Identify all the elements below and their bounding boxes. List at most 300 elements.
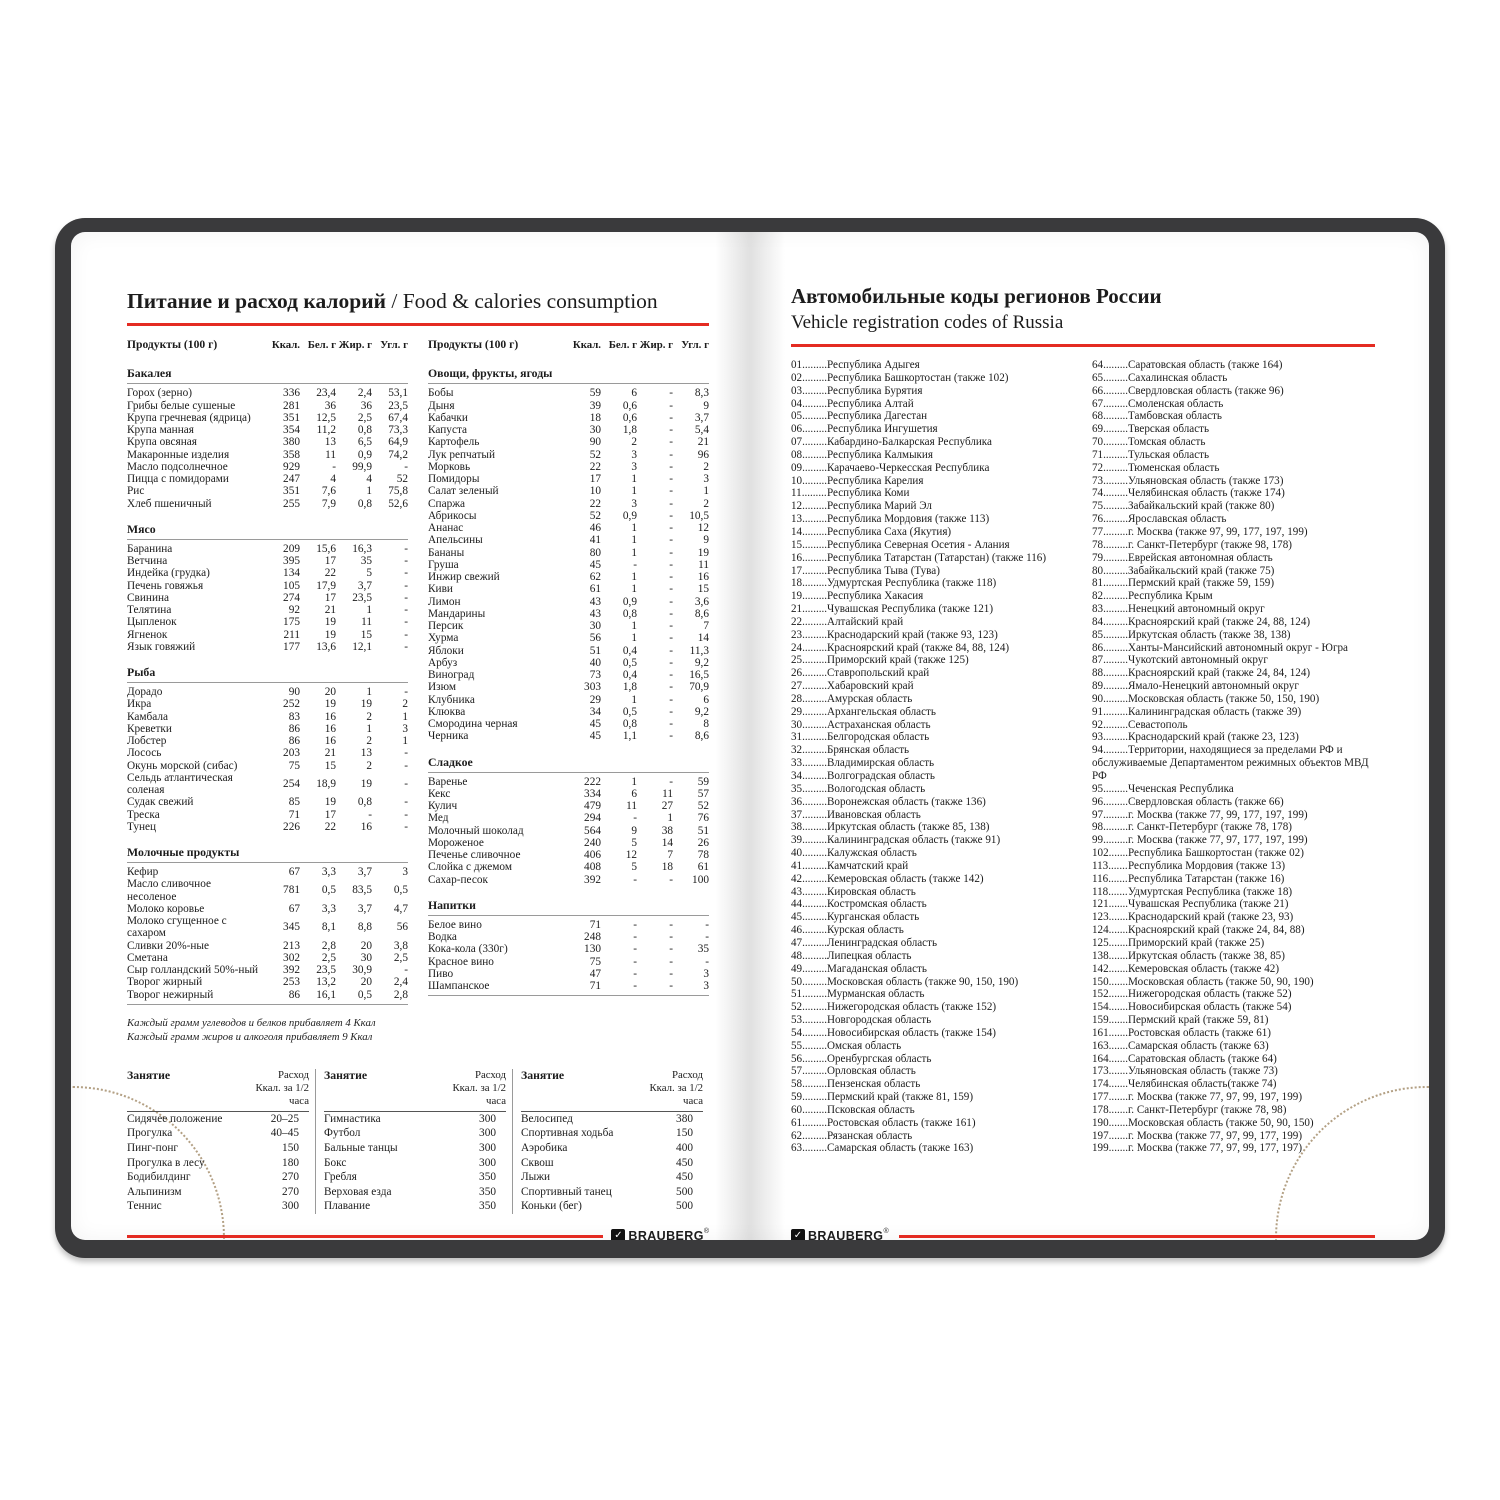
food-value: - (669, 546, 673, 559)
region-code-entry (791, 410, 1074, 423)
dotted-leader (1103, 436, 1128, 449)
region-code-number: 42 (791, 872, 803, 885)
food-value: 12,1 (352, 640, 372, 653)
region-code-prefix (1092, 911, 1128, 924)
region-code-prefix (791, 372, 827, 385)
region-code-entry (791, 937, 1074, 950)
food-value: 1 (631, 473, 637, 485)
food-value: 0,8 (357, 796, 372, 809)
region-code-prefix (791, 1053, 827, 1066)
region-code-entry (791, 385, 1074, 398)
food-value: - (705, 955, 709, 968)
region-code-number: 164 (1092, 1052, 1109, 1065)
food-table-header-row (428, 339, 709, 351)
food-row (127, 964, 408, 976)
region-code-entry (791, 552, 1074, 565)
activity-row (127, 1156, 309, 1171)
region-code-prefix (791, 642, 827, 655)
food-value: 16 (324, 722, 336, 735)
activity-value: 300 (479, 1141, 496, 1154)
region-name: Иркутская область (также 85, 138) (827, 821, 990, 834)
food-value: 57 (697, 787, 709, 800)
dotted-leader (802, 834, 827, 847)
region-code-prefix (1092, 462, 1128, 475)
food-value: 90 (288, 686, 300, 698)
dotted-leader (1109, 988, 1128, 1001)
region-code-number: 94 (1092, 744, 1104, 757)
food-value: 12,5 (316, 411, 336, 424)
food-value: 8 (703, 718, 709, 730)
region-code-entry (791, 680, 1074, 693)
region-code-entry (1092, 385, 1375, 398)
food-value: 302 (283, 951, 300, 964)
food-header-value: Угл. г (681, 339, 709, 351)
food-row (127, 543, 408, 555)
food-header-product: Продукты (100 г) (127, 338, 218, 351)
activity-row (521, 1126, 703, 1141)
food-name: Лук репчатый (428, 448, 496, 461)
region-code-entry (1092, 834, 1375, 847)
region-code-prefix (1092, 809, 1128, 822)
region-code-number: 65 (1092, 371, 1104, 384)
activity-name: Бодибилдинг (127, 1171, 191, 1184)
dotted-leader (802, 552, 827, 565)
region-code-number: 21 (791, 603, 803, 616)
food-row (428, 412, 709, 424)
food-value: 6 (631, 387, 637, 400)
food-value: 22 (324, 567, 336, 580)
food-value: - (669, 485, 673, 498)
activity-row (127, 1199, 309, 1214)
dotted-leader (1103, 783, 1128, 796)
dotted-leader (802, 629, 827, 642)
region-name: Свердловская область (также 96) (1128, 384, 1284, 397)
food-row (127, 580, 408, 592)
region-code-prefix (791, 963, 827, 976)
food-value: 11,3 (689, 644, 709, 657)
food-value: 9,2 (694, 705, 709, 718)
food-value: 1 (631, 534, 637, 547)
food-value: 334 (584, 787, 601, 800)
region-name: Сахалинская область (1128, 371, 1228, 384)
region-name: Ярославская область (1128, 513, 1227, 526)
food-name: Ветчина (127, 555, 168, 567)
food-row (127, 760, 408, 772)
food-name: Кока-кола (330г) (428, 943, 508, 956)
activity-header-rate: Расход Ккал. за 1/2 часа (255, 1068, 309, 1107)
food-value: 2 (366, 710, 372, 723)
food-value: 12 (625, 849, 637, 861)
region-code-number: 38 (791, 821, 803, 834)
food-section-title: Напитки (428, 899, 709, 916)
food-value: 479 (584, 800, 601, 812)
food-value: - (669, 387, 673, 400)
food-name: Горох (зерно) (127, 387, 193, 400)
region-code-number: 90 (1092, 692, 1104, 705)
activity-row (324, 1170, 506, 1185)
region-name: Республика Дагестан (827, 410, 928, 423)
region-code-entry (791, 603, 1074, 616)
food-row (428, 849, 709, 861)
region-code-entry (1092, 706, 1375, 719)
food-value: 130 (584, 943, 601, 956)
region-code-entry (1092, 731, 1375, 744)
food-name: Груша (428, 558, 459, 571)
region-code-entry (791, 629, 1074, 642)
food-value: - (404, 820, 408, 833)
food-row (428, 657, 709, 669)
food-name: Белое вино (428, 918, 482, 931)
region-code-prefix (791, 911, 827, 924)
region-code-number: 24 (791, 641, 803, 654)
food-name: Окунь морской (сибас) (127, 759, 238, 772)
food-value: 0,5 (622, 705, 637, 718)
food-name: Спаржа (428, 497, 466, 510)
region-code-prefix (1092, 410, 1128, 423)
activity-row (127, 1112, 309, 1127)
food-value: 406 (584, 849, 601, 861)
food-row (428, 400, 709, 412)
food-value: 92 (288, 604, 300, 616)
registered-trademark-symbol: ® (703, 1228, 709, 1235)
dotted-leader (1109, 1091, 1128, 1104)
region-code-entry (1092, 629, 1375, 642)
activity-value: 40–45 (270, 1127, 299, 1140)
food-value: 22 (324, 820, 336, 833)
region-name: Саратовская область (также 164) (1128, 359, 1283, 371)
food-name: Треска (127, 808, 160, 821)
region-code-prefix (1092, 1053, 1128, 1066)
region-code-number: 199 (1092, 1142, 1109, 1155)
region-name: Красноярский край (также 24, 84, 88) (1128, 924, 1305, 937)
region-code-prefix (1092, 834, 1128, 847)
brauberg-check-icon: ✓ (791, 1229, 805, 1240)
food-name: Варенье (428, 775, 468, 788)
region-code-number: 150 (1092, 975, 1109, 988)
region-code-number: 52 (791, 1001, 803, 1014)
food-value: 929 (283, 460, 300, 473)
region-code-number: 152 (1092, 988, 1109, 1001)
right-page (791, 284, 1375, 1240)
food-value: 61 (589, 583, 601, 596)
dotted-leader (1103, 500, 1128, 513)
dotted-leader (1108, 886, 1128, 899)
region-code-entry (791, 1078, 1074, 1091)
food-value: - (404, 808, 408, 821)
region-code-entry (791, 1001, 1074, 1014)
food-value: 8,6 (694, 607, 709, 620)
region-code-number: 57 (791, 1065, 803, 1078)
region-code-entry (791, 500, 1074, 513)
food-value: 1 (366, 722, 372, 735)
food-value: 59 (697, 775, 709, 788)
dotted-leader (1109, 950, 1128, 963)
food-value: - (404, 542, 408, 555)
food-value: 9,2 (694, 656, 709, 669)
region-code-entry (1092, 513, 1375, 526)
activity-row (324, 1126, 506, 1141)
region-code-entry (791, 809, 1074, 822)
region-code-entry (1092, 1027, 1375, 1040)
region-name: Омская область (827, 1039, 902, 1052)
food-value: 10,5 (689, 509, 709, 522)
food-value: 67 (288, 866, 300, 878)
region-code-entry (1092, 449, 1375, 462)
region-code-entry (1092, 462, 1375, 475)
region-code-prefix (1092, 796, 1128, 809)
dotted-leader (802, 462, 827, 475)
dotted-leader (802, 898, 827, 911)
food-value: 1 (631, 522, 637, 534)
region-code-number: 89 (1092, 680, 1104, 693)
food-value: 30 (589, 620, 601, 632)
food-value: 1 (667, 812, 673, 825)
food-value: 294 (584, 812, 601, 825)
food-value: - (633, 980, 637, 992)
region-code-number: 161 (1092, 1026, 1109, 1039)
region-name: Приморский край (также 125) (827, 654, 969, 667)
food-value: 2 (631, 436, 637, 449)
food-value: 0,5 (622, 656, 637, 669)
region-code-entry (791, 950, 1074, 963)
region-code-number: 72 (1092, 461, 1104, 474)
region-code-number: 48 (791, 949, 803, 962)
food-value: 8,8 (357, 921, 372, 934)
food-value: 1 (631, 693, 637, 706)
region-code-number: 01 (791, 359, 803, 371)
activity-value: 500 (676, 1200, 693, 1213)
food-row (428, 718, 709, 730)
activity-value: 270 (282, 1185, 299, 1198)
food-name: Сахар-песок (428, 873, 488, 886)
region-code-number: 76 (1092, 513, 1104, 526)
region-code-number: 74 (1092, 487, 1104, 500)
region-code-number: 121 (1092, 898, 1109, 911)
region-code-entry (1092, 937, 1375, 950)
food-name: Салат зеленый (428, 485, 499, 498)
dotted-leader (802, 1104, 827, 1117)
dotted-leader (802, 873, 827, 886)
region-code-prefix (1092, 565, 1128, 578)
region-name: Вологодская область (827, 782, 926, 795)
region-code-entry (791, 1040, 1074, 1053)
food-value: 38 (661, 824, 673, 837)
food-value: 105 (283, 579, 300, 592)
food-name: Сметана (127, 951, 168, 964)
activity-row (127, 1141, 309, 1156)
food-value: 0,9 (622, 509, 637, 522)
region-code-entry (1092, 809, 1375, 822)
dotted-leader (1109, 1117, 1128, 1130)
region-code-entry (1092, 590, 1375, 603)
dotted-leader (802, 911, 827, 924)
region-code-entry (791, 1104, 1074, 1117)
dotted-leader (802, 1117, 827, 1130)
region-code-entry (791, 1014, 1074, 1027)
activity-value: 350 (479, 1185, 496, 1198)
region-code-number: 86 (1092, 641, 1104, 654)
food-name: Камбала (127, 710, 169, 723)
dotted-leader (802, 590, 827, 603)
region-code-prefix (1092, 1040, 1128, 1053)
food-value: 5 (631, 861, 637, 874)
food-name: Крупа овсяная (127, 436, 197, 449)
food-value: 11 (361, 616, 372, 629)
region-code-prefix (1092, 526, 1128, 539)
region-name: Костромская область (827, 898, 927, 911)
food-value: 40 (589, 656, 601, 669)
region-code-prefix (791, 770, 827, 783)
dotted-leader (1109, 1014, 1128, 1027)
region-code-entry (1092, 526, 1375, 539)
region-code-prefix (1092, 821, 1128, 834)
dotted-leader (1103, 565, 1128, 578)
food-name: Творог жирный (127, 976, 203, 989)
activity-name: Коньки (бег) (521, 1200, 582, 1213)
food-value: 46 (589, 522, 601, 534)
region-code-number: 29 (791, 705, 803, 718)
food-value: - (669, 558, 673, 571)
dotted-leader (802, 539, 827, 552)
dotted-leader (802, 1142, 827, 1155)
region-code-entry (1092, 359, 1375, 372)
activity-row (127, 1185, 309, 1200)
region-code-entry (1092, 1053, 1375, 1066)
activity-row (324, 1199, 506, 1214)
food-value: 380 (283, 436, 300, 449)
food-value: 19 (360, 698, 372, 711)
food-name: Баранина (127, 542, 173, 555)
left-page-footer (127, 1228, 709, 1240)
dotted-leader (1109, 1040, 1128, 1053)
region-code-prefix (1092, 475, 1128, 488)
food-value: 7 (703, 620, 709, 632)
region-code-prefix (791, 924, 827, 937)
food-name: Бананы (428, 546, 465, 559)
food-row (127, 989, 408, 1001)
region-code-number: 12 (791, 500, 803, 513)
food-value: 90 (589, 436, 601, 449)
dotted-leader (1103, 462, 1128, 475)
food-row (428, 510, 709, 522)
food-name: Макаронные изделия (127, 448, 230, 461)
region-code-entry (1092, 577, 1375, 590)
region-code-number: 30 (791, 718, 803, 731)
activity-row (324, 1141, 506, 1156)
food-value: 14 (697, 632, 709, 645)
region-name: Чеченская Республика (1128, 782, 1234, 795)
food-value: - (669, 669, 673, 681)
food-value: - (633, 918, 637, 931)
food-row (428, 681, 709, 693)
region-code-prefix (791, 719, 827, 732)
food-value: 2 (366, 759, 372, 772)
region-code-prefix (791, 436, 827, 449)
activity-value: 270 (282, 1171, 299, 1184)
dotted-leader (1103, 731, 1128, 744)
food-value: 3 (631, 460, 637, 473)
region-code-entry (1092, 1091, 1375, 1104)
food-row (127, 903, 408, 915)
food-value: 96 (697, 448, 709, 461)
left-page-title (127, 288, 709, 314)
food-value: 18,9 (316, 777, 336, 790)
food-row (127, 976, 408, 988)
region-code-prefix (1092, 898, 1128, 911)
food-name: Творог нежирный (127, 988, 214, 1001)
region-name: Республика Мордовия (также 13) (1128, 859, 1286, 872)
food-value: - (669, 424, 673, 436)
region-code-prefix (1092, 577, 1128, 590)
region-code-prefix (791, 1104, 827, 1117)
food-value: 2,8 (321, 939, 336, 952)
food-row (428, 943, 709, 955)
region-name: Мурманская область (827, 988, 925, 1001)
food-value: 13 (360, 747, 372, 760)
region-code-prefix (791, 449, 827, 462)
dotted-leader (802, 1078, 827, 1091)
region-code-prefix (791, 950, 827, 963)
food-value: 73 (589, 669, 601, 681)
region-name: Севастополь (1128, 718, 1188, 731)
food-value: - (633, 955, 637, 968)
region-code-entry (791, 423, 1074, 436)
food-row (428, 559, 709, 571)
region-name: Челябинская область (также 174) (1128, 487, 1285, 500)
food-value: 1 (631, 546, 637, 559)
food-value: - (404, 796, 408, 809)
dotted-leader (1109, 847, 1128, 860)
dotted-leader (1103, 834, 1128, 847)
region-code-entry (791, 372, 1074, 385)
food-value: - (669, 607, 673, 620)
food-value: 222 (584, 775, 601, 788)
food-name: Кулич (428, 800, 458, 812)
region-code-number: 66 (1092, 384, 1104, 397)
food-value: 21 (324, 604, 336, 616)
region-code-prefix (791, 937, 827, 950)
food-value: - (669, 583, 673, 596)
dotted-leader (802, 988, 827, 1001)
region-code-prefix (791, 976, 827, 989)
food-name: Хлеб пшеничный (127, 497, 212, 510)
region-code-number: 62 (791, 1129, 803, 1142)
region-code-entry (1092, 1014, 1375, 1027)
dotted-leader (1109, 1065, 1128, 1078)
region-code-number: 49 (791, 962, 803, 975)
activity-group (315, 1069, 512, 1214)
region-code-number: 09 (791, 461, 803, 474)
region-code-entry (1092, 1001, 1375, 1014)
food-value: 56 (589, 632, 601, 645)
food-value: 7,6 (321, 485, 336, 498)
food-row (127, 629, 408, 641)
region-code-number: 95 (1092, 782, 1104, 795)
region-code-prefix (791, 847, 827, 860)
food-value: - (633, 873, 637, 886)
region-name: Чукотский автономный округ (1128, 654, 1268, 667)
food-column (428, 339, 709, 1005)
food-value: 1,8 (622, 681, 637, 694)
dotted-leader (802, 1027, 827, 1040)
food-value: 16,3 (352, 542, 372, 555)
food-value: 1 (631, 485, 637, 498)
food-value: - (404, 604, 408, 616)
food-value: 3,7 (357, 866, 372, 878)
region-code-entry (791, 1117, 1074, 1130)
region-code-entry (791, 757, 1074, 770)
region-name: Ивановская область (827, 808, 921, 821)
